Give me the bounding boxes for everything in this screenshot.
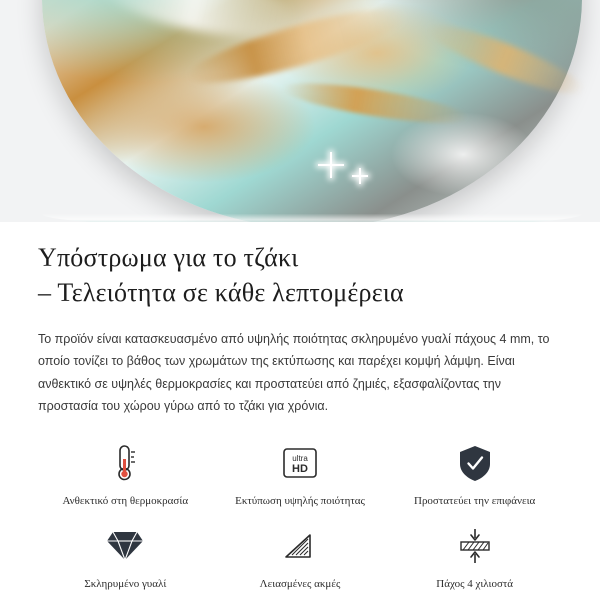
hero-image [0, 0, 600, 222]
shield-check-icon [457, 441, 493, 485]
marble-vein [92, 0, 300, 51]
svg-text:ultra: ultra [292, 454, 308, 464]
feature-grid [38, 441, 562, 592]
feature-label: Εκτύπωση υψηλής ποιότητας [235, 495, 365, 508]
feature-item [213, 441, 388, 508]
feature-label: Ανθεκτικό στη θερμοκρασία [62, 495, 189, 508]
ultra-hd-icon [281, 441, 319, 485]
polished-edges-icon [282, 524, 318, 568]
feature-item [387, 441, 562, 508]
marble-glass-disc-image [42, 0, 582, 222]
feature-label: Σκληρυμένο γυαλί [84, 578, 167, 591]
body-paragraph: Το προϊόν είναι κατασκευασμένο από υψηλής ποιότητας σκληρυμένο γυαλί πάχους 4 mm, το οποίο τονίζει το βάθος των χρωμάτων της εκτύπωσης και παρέχει κομψή λάμψη. Είναι ανθεκτικό σε υψηλές θερμοκρασίες και προστατεύει από ζημιές, εξασφαλίζοντας την προστασία του χώρου γύρω από το τζάκι για χρόνια. [38, 332, 550, 413]
page-title [38, 240, 562, 310]
diamond-icon [105, 524, 145, 568]
feature-label: Πάχος 4 χιλιοστά [436, 578, 514, 591]
feature-item [38, 524, 213, 591]
feature-item [387, 524, 562, 591]
svg-text:HD: HD [292, 463, 308, 476]
marble-vein [365, 0, 600, 5]
feature-label: Προστατεύει την επιφάνεια [414, 495, 536, 508]
feature-item [38, 441, 213, 508]
content-area [0, 222, 600, 592]
marble-vein [181, 0, 413, 97]
glass-edge-highlight [42, 214, 582, 222]
marble-vein [279, 75, 471, 130]
feature-item [213, 524, 388, 591]
thickness-arrows-icon [455, 524, 495, 568]
feature-label: Λειασμένες ακμές [259, 578, 341, 591]
marble-vein [421, 13, 590, 104]
thermometer-icon [110, 441, 140, 485]
headline-line-2: – Τελειότητα σε κάθε λεπτομέρεια [38, 278, 404, 308]
headline-line-1: Υπόστρωμα για το τζάκι [38, 243, 299, 272]
